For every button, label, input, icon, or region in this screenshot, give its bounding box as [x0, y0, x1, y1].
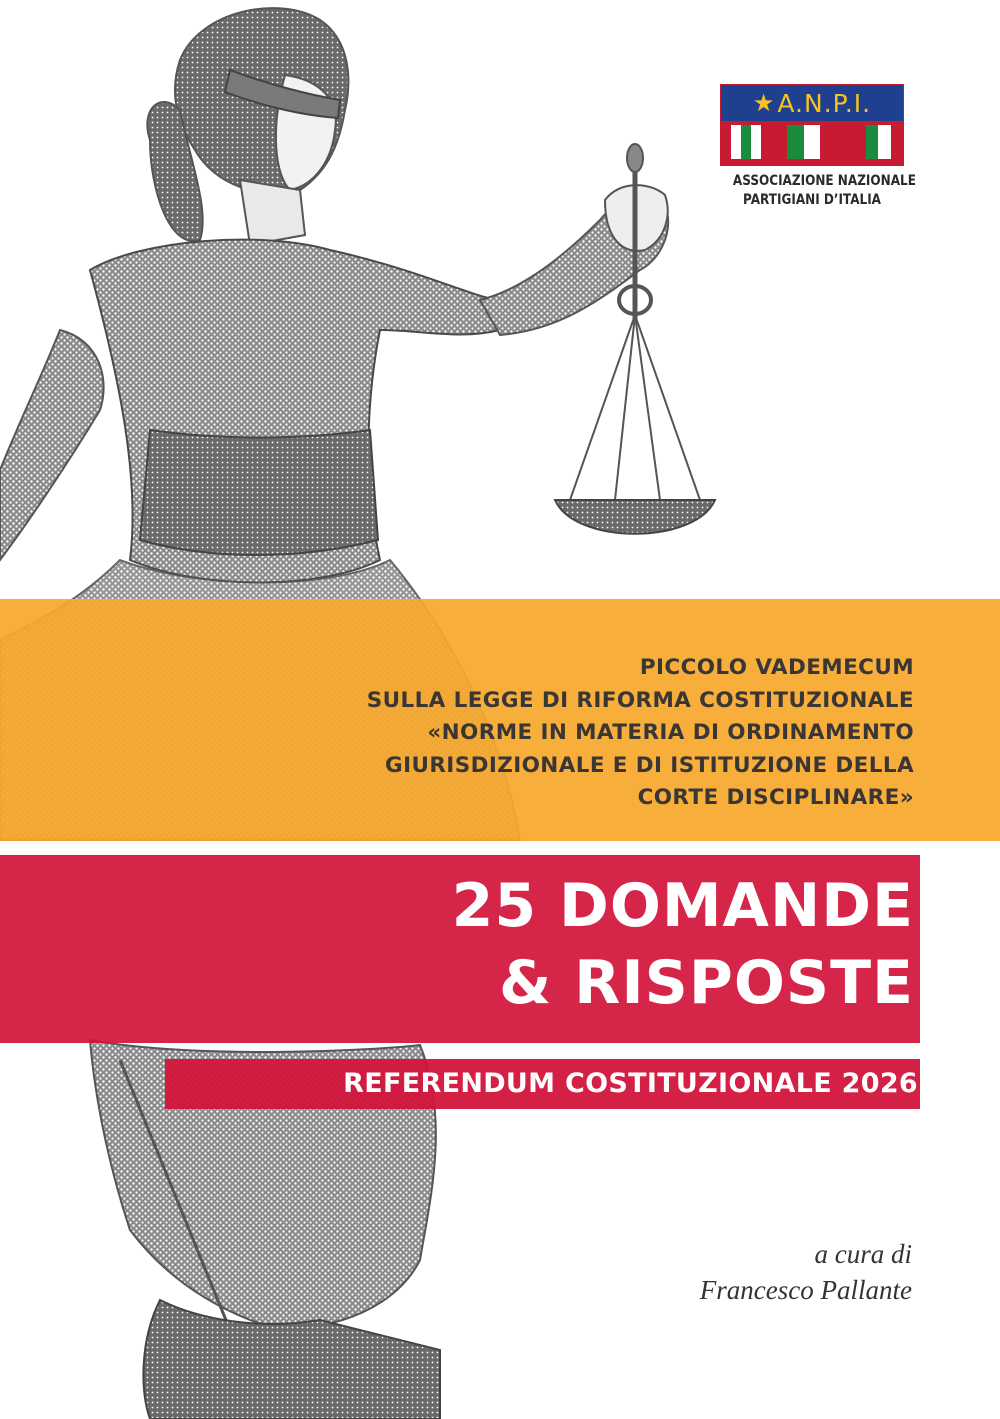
- flag-icon: [787, 125, 837, 159]
- anpi-logo-box: [720, 84, 904, 166]
- subtitle-block: [367, 652, 914, 815]
- flag-icon: [853, 125, 903, 159]
- subtitle-line: «NORME IN MATERIA DI ORDINAMENTO: [427, 720, 914, 745]
- anpi-logo-top: [721, 85, 903, 121]
- subtitle-line: GIURISDIZIONALE E DI ISTITUZIONE DELLA: [385, 752, 914, 778]
- anpi-name-line1: ASSOCIAZIONE NAZIONALE: [732, 173, 916, 189]
- subtitle-line: SULLA LEGGE DI RIFORMA COSTITUZIONALE: [366, 687, 914, 713]
- anpi-logo: [720, 84, 916, 210]
- star-icon: ★: [752, 89, 776, 117]
- subtitle-line: PICCOLO VADEMECUM: [639, 655, 914, 680]
- anpi-acronym: A.N.P.I.: [777, 88, 872, 118]
- anpi-full-name: [732, 172, 916, 210]
- editor-credit: [700, 1236, 912, 1308]
- anpi-flags: [721, 121, 903, 165]
- main-title: [452, 868, 914, 1022]
- anpi-name-line2: PARTIGIANI D’ITALIA: [742, 192, 882, 208]
- flag-icon: [721, 125, 771, 159]
- title-line1: 25 DOMANDE: [451, 871, 914, 941]
- credit-label: a cura di: [814, 1239, 912, 1269]
- title-line2: & RISPOSTE: [498, 948, 914, 1018]
- referendum-label: REFERENDUM COSTITUZIONALE 2026: [343, 1068, 918, 1099]
- subtitle-line: CORTE DISCIPLINARE»: [637, 785, 914, 810]
- credit-author: Francesco Pallante: [699, 1275, 912, 1305]
